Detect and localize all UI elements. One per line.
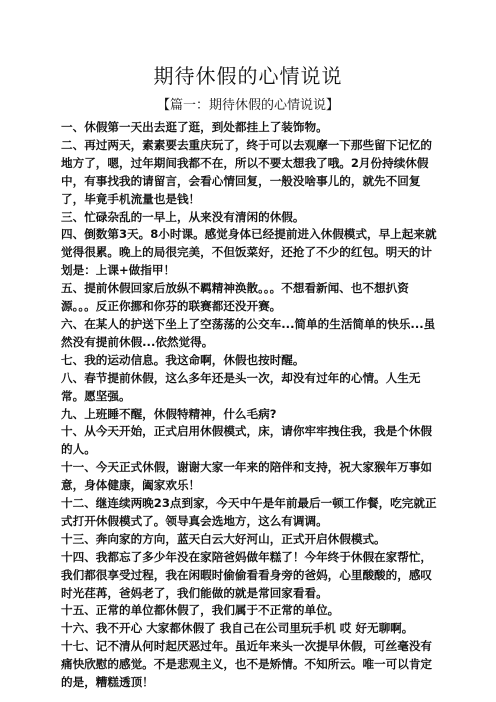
paragraph: 一、休假第一天出去逛了逛，到处都挂上了装饰物。 [61,120,328,134]
paragraph: 九、上班睡不醒，休假特精神，什么毛病? [61,406,277,421]
paragraph: 十二、继连续两晚23点到家，今天中午是年前最后一顿工作餐，吃完就正式打开休假模式了。领导真会选地方，这么有调调。 [61,496,437,528]
paragraph: 十、从今天开始，正式启用休假模式，床，请你牢牢拽住我，我是个休假的人。 [61,424,433,457]
paragraph: 六、在某人的护送下坐上了空荡荡的公交车...简单的生活简单的快乐...虽然没有提前休假...依然觉得。 [61,316,436,349]
paragraph: 十六、我不开心 大家都休假了 我自己在公司里玩手机 哎 好无聊啊。 [61,621,414,636]
paragraph: 五、提前休假回家后放纵不羁精神涣散。。。不想看新闻、也不想扒资源。。。反正你挪和你芬的联赛都还没开赛。 [61,281,409,314]
paragraph: 十一、今天正式休假，谢谢大家一年来的陪伴和支持，祝大家猴年万事如意，身体健康，阖家欢乐！ [61,460,433,493]
document-body [61,119,441,692]
paragraph: 三、忙碌杂乱的一早上，从来没有清闲的休假。 [61,209,305,224]
document-title: 期待休假的心情说说 [153,64,343,88]
paragraph: 四、倒数第3天。8小时课。感觉身体已经提前进入休假模式，早上起来就觉得很累。晚上的局很完美，不但饭菜好，还抢了不少的红包。明天的计划是：上课+做指甲！ [61,227,437,278]
paragraph: 十四、我都忘了多少年没在家陪爸妈做年糕了！今年终于休假在家帮忙，我们都很享受过程，我在闲暇时偷偷看看身旁的爸妈，心里酸酸的，感叹时光荏苒，爸妈老了，我们能做的就是常回家看看。 [61,549,433,600]
paragraph: 八、春节提前休假，这么多年还是头一次，却没有过年的心情。人生无常。愿坚强。 [61,370,421,403]
paragraph: 十三、奔向家的方向，蓝天白云大好河山，正式开启休假模式。 [61,531,386,546]
paragraph: 二、再过两天，素素要去重庆玩了，终于可以去观摩一下那些留下记忆的地方了，嗯，过年期间我都不在，所以不要太想我了哦。2月份持续休假中，有事找我的请留言，会看心情回复，一般没啥事儿的，就先不回复了，毕竟手机流量也是钱！ [61,137,433,206]
paragraph: 十七、记不清从何时起厌恶过年。虽近年来头一次提早休假，可丝毫没有痛快欣慰的感觉。不是悲观主义，也不是矫情。不知所云。唯一可以肯定的是，糟糕透顶！ [61,639,433,690]
document-subtitle: 【篇一：期待休假的心情说说】 [156,98,339,113]
paragraph: 七、我的运动信息。我这命啊，休假也按时醒。 [61,352,305,367]
paragraph: 十五、正常的单位都休假了，我们属于不正常的单位。 [61,603,340,618]
